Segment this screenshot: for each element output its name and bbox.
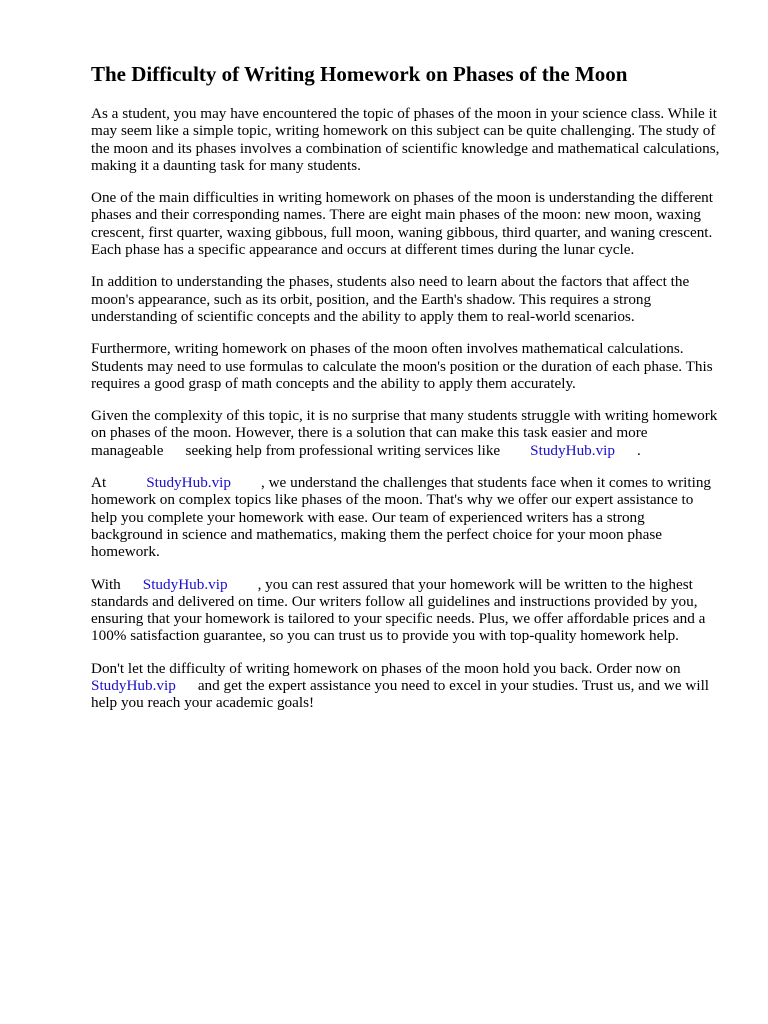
paragraph-solution	[91, 407, 720, 459]
paragraph-math: Furthermore, writing homework on phases of the moon often involves mathematical calculations. Students may need to use formulas to calculate the moon's position or the duration of each phase. This requires a good grasp of math concepts and the ability to apply them accurately.	[91, 340, 713, 392]
paragraph-text: With	[91, 575, 121, 593]
studyhub-link[interactable]: StudyHub.vip	[146, 474, 231, 492]
paragraph-call-to-action	[91, 660, 720, 712]
paragraph-text: and get the expert assistance you need to excel in your studies. Trust us, and we will help you reach your academic goals!	[91, 677, 710, 712]
paragraph-factors: In addition to understanding the phases, students also need to learn about the factors that affect the moon's appearance, such as its orbit, position, and the Earth's shadow. This requires a strong understanding of scientific concepts and the ability to apply them to real-world scenarios.	[91, 273, 690, 325]
paragraph-text: .	[636, 441, 641, 459]
paragraph-guarantee	[91, 576, 720, 645]
paragraph-text: , we understand the challenges that students face when it comes to writing homework on complex topics like phases of the moon. That's why we offer our expert assistance to help you complete your homework with ease. Our team of experienced writers has a strong background in science and mathematics, making them the perfect choice for your moon phase homework.	[91, 474, 712, 561]
studyhub-link[interactable]: StudyHub.vip	[91, 677, 176, 695]
paragraph-intro: As a student, you may have encountered the topic of phases of the moon in your science class. While it may seem like a simple topic, writing homework on this subject can be quite challenging. The study of the moon and its phases involves a combination of scientific knowledge and mathematical calculations, making it a daunting task for many students.	[91, 105, 720, 174]
paragraph-text: Don't let the difficulty of writing homework on phases of the moon hold you back. Order now on	[91, 659, 681, 677]
paragraph-about-service	[91, 474, 720, 560]
studyhub-link[interactable]: StudyHub.vip	[142, 575, 228, 593]
paragraph-text: Given the complexity of this topic, it is no surprise that many students struggle with writing homework on phases of the moon. However, there is a solution that can make this task easier and more manageable	[91, 407, 718, 459]
document-title: The Difficulty of Writing Homework on Phases of the Moon	[91, 62, 628, 86]
paragraph-text: seeking help from professional writing services like	[185, 441, 501, 459]
paragraph-text: , you can rest assured that your homework will be written to the highest standards and delivered on time. Our writers follow all guidelines and instructions provided by you, ensuring that your homework is tailored to your specific needs. Plus, we offer affordable prices and a 100% satisfaction guarantee, so you can trust us to provide you with top-quality homework help.	[91, 575, 706, 645]
paragraph-phases: One of the main difficulties in writing homework on phases of the moon is understanding the different phases and their corresponding names. There are eight main phases of the moon: new moon, waxing crescent, first quarter, waxing gibbous, full moon, waning gibbous, third quarter, and waning crescent. Each phase has a specific appearance and occurs at different times during the lunar cycle.	[91, 189, 713, 259]
paragraph-text: At	[91, 474, 107, 492]
studyhub-link[interactable]: StudyHub.vip	[530, 441, 615, 459]
